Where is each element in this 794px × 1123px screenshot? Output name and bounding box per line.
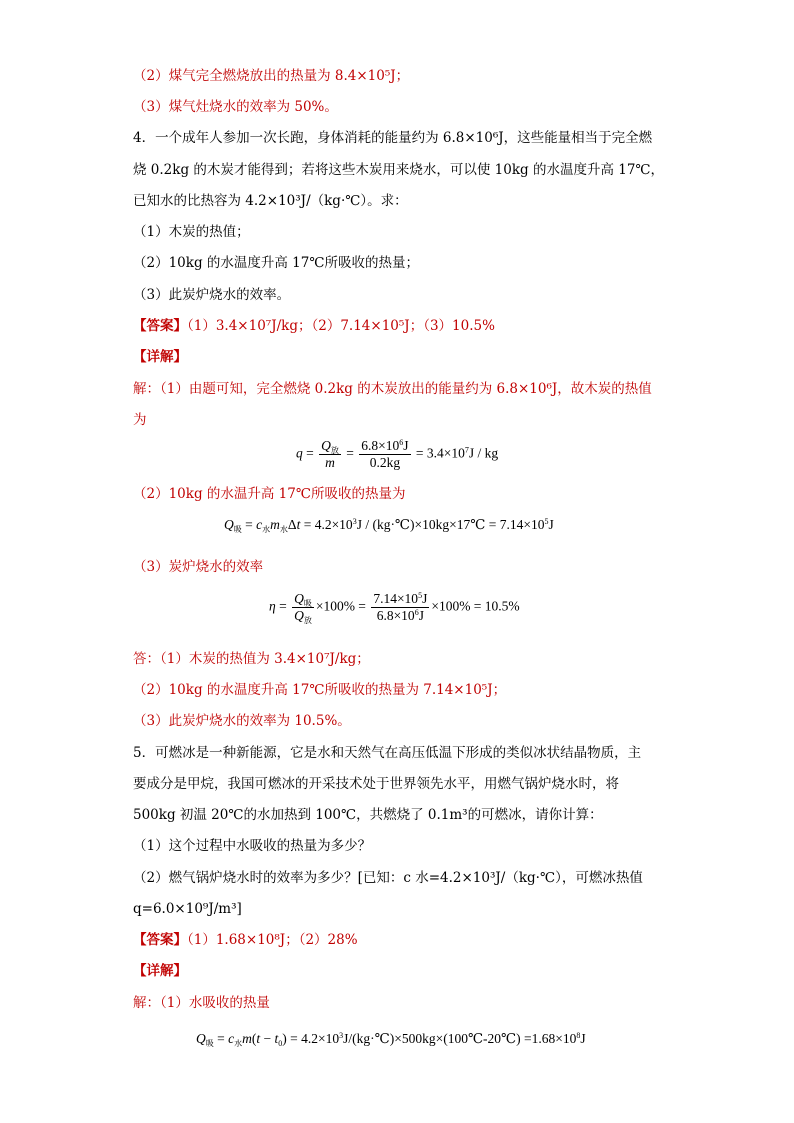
solution-line: （2）10kg 的水温升高 17℃所吸收的热量为: [133, 486, 406, 502]
equation-water-heat: $Q_吸 = c_水m(t - t_0)$ = $4.2\times 10^3J/(kg\cdot℃)\times 500kg\times(100℃-20℃) =1.68\times 10^8J$: [196, 1031, 586, 1048]
text-line: （2）煤气完全燃烧放出的热量为 8.4×10⁵J；: [133, 68, 410, 84]
equation-efficiency: η = $\frac{Q_吸}{Q_放}$ ×100% = $\frac{7.14\times 10^5J}{6.8\times 10^6J}$ ×100% = 10.5%: [269, 591, 520, 625]
question-4-line: 烧 0.2kg 的木炭才能得到；若将这些木炭用来烧水，可以使 10kg 的水温度升高 17℃，: [133, 162, 665, 178]
answer-tag: 【答案】: [133, 318, 187, 334]
answer-summary: （3）此炭炉烧水的效率为 10.5%。: [133, 713, 351, 729]
question-4-line: 4．一个成年人参加一次长跑，身体消耗的能量约为 6.8×10⁶J，这些能量相当于完全燃: [133, 130, 653, 146]
sub-question: q=6.0×10⁹J/m³]: [133, 901, 242, 917]
answer-line: [133, 931, 358, 949]
solution-line: （3）炭炉烧水的效率: [133, 559, 264, 575]
solution-line: 解：（1）由题可知，完全燃烧 0.2kg 的木炭放出的能量约为 6.8×10⁶J，故木炭的热值: [133, 381, 652, 397]
answer-summary-text: 答：（1）木炭的热值为 3.4×10⁷J/kg；: [133, 651, 370, 667]
question-4-line: 已知水的比热容为 4.2×10³J/（kg·℃）。求：: [133, 193, 408, 209]
question-5-line: 500kg 初温 20℃的水加热到 100℃，共燃烧了 0.1m³的可燃冰，请你计算：: [133, 807, 603, 823]
solution-line: 为: [133, 412, 147, 428]
sub-question: （2）燃气锅炉烧水时的效率为多少？[已知：c 水=4.2×10³J/（kg·℃），可燃冰热值: [133, 870, 643, 886]
detail-tag: 【详解】: [133, 963, 187, 979]
solution-line: 解：（1）水吸收的热量: [133, 995, 270, 1011]
detail-tag: 【详解】: [133, 349, 187, 365]
sub-question: （2）10kg 的水温度升高 17℃所吸收的热量；: [133, 255, 419, 271]
text-line: （3）煤气灶烧水的效率为 50%。: [133, 99, 338, 115]
sub-question: （3）此炭炉烧水的效率。: [133, 287, 291, 303]
sub-question: （1）这个过程中水吸收的热量为多少？: [133, 838, 372, 854]
answer-line: [133, 317, 495, 335]
question-5-line: 5．可燃冰是一种新能源，它是水和天然气在高压低温下形成的类似冰状结晶物质，主: [133, 745, 642, 761]
sub-question: （1）木炭的热值；: [133, 224, 250, 240]
answer-tag: 【答案】: [133, 932, 187, 948]
question-5-line: 要成分是甲烷，我国可燃冰的开采技术处于世界领先水平，用燃气锅炉烧水时，将: [133, 776, 619, 792]
answer-summary: （2）10kg 的水温度升高 17℃所吸收的热量为 7.14×10⁵J；: [133, 682, 507, 698]
answer-text: （1）3.4×10⁷J/kg；（2）7.14×10⁵J；（3）10.5%: [187, 318, 495, 334]
equation-heat-absorbed: $Q_吸 = c_水m_水\Delta t = 4.2\times 10^3J$ / (kg·℃)×10kg×17℃ = $7.14\times 10^5J$: [224, 517, 554, 534]
equation-heat-value: q = $\frac{Q_放}{m}$ = $\frac{6.8\times 10^6J}{0.2kg}$ = $3.4\times 10^7J$ / kg: [296, 438, 499, 470]
answer-summary: [133, 650, 370, 668]
answer-text: （1）1.68×10⁸J；（2）28%: [187, 932, 358, 948]
